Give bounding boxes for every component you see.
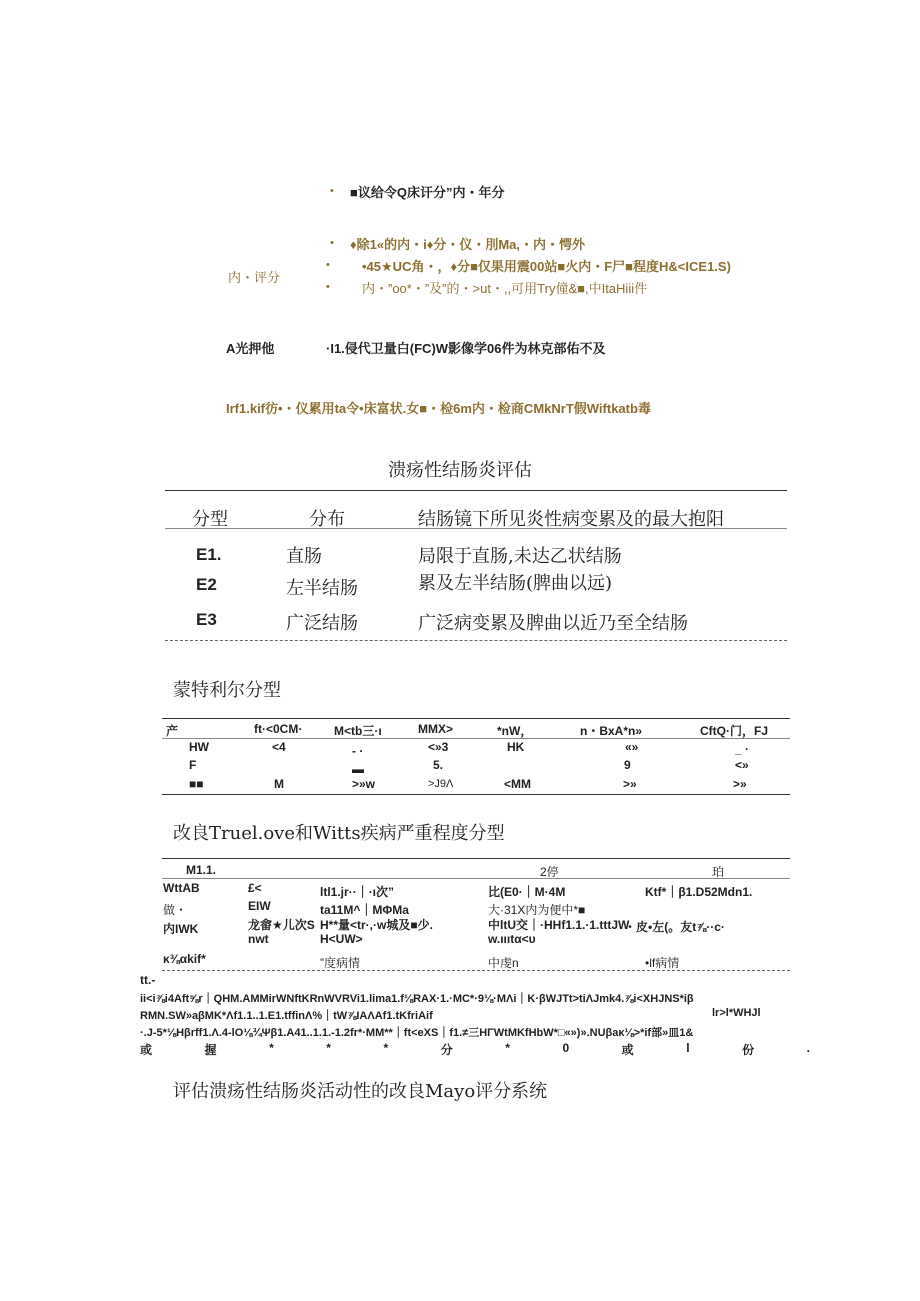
table3-note: tt.-	[140, 973, 156, 987]
table3-note: lr>l*WHJl	[712, 1007, 761, 1019]
table3-header: 2停	[540, 865, 559, 879]
table3-cell: 中虔n	[488, 956, 519, 970]
table1-bottom-rule	[165, 640, 787, 641]
table3-cell: ta11M^｜MΦMa	[320, 903, 409, 917]
table3-top-rule	[162, 858, 790, 859]
table2-cell: ■■	[189, 777, 204, 791]
table3-cell: 内IWK	[163, 922, 199, 936]
table2-cell: 5.	[433, 758, 444, 772]
table2-cell: M	[274, 777, 284, 791]
table2-cell: >J9Λ	[428, 778, 454, 790]
table1-cell-dist: 广泛结肠	[286, 613, 358, 634]
table3-cell: Ktf*｜β1.D52Mdn1.	[645, 885, 753, 899]
table2-header: M<tb三·ı	[334, 724, 382, 738]
table3-cell: 大·31X内为便中*■	[488, 903, 586, 917]
bullet: •	[326, 259, 330, 271]
note-char: 或	[140, 1043, 153, 1057]
table2-header: MMX>	[418, 722, 454, 736]
table2-title: 蒙特利尔分型	[173, 680, 281, 701]
table1-top-rule	[165, 490, 787, 491]
table2-cell: HK	[507, 740, 525, 754]
table3-bottom-rule	[162, 970, 790, 971]
table2-cell: <4	[272, 740, 286, 754]
table2-header-rule	[162, 738, 790, 739]
table3-cell: 中ltU交｜·HHf1.1.·1.tttJW w.ıııtα<υ	[488, 918, 630, 946]
table3-note: ·.J-5*⅛Hβrff1.Λ.4-lO⅛¾Ψβ1.A41..1.1.-1.2fr*·MM**｜ft<eXS｜f1.≠三HΓWtMKfHbW*□«»)».NUβaκ⅛>*if部»皿1&	[140, 1027, 694, 1039]
table2-header: ft·<0CM·	[254, 722, 303, 736]
table1-cell-dist: 左半结肠	[286, 578, 358, 599]
table2-cell: <»	[735, 758, 749, 772]
note-char: l	[686, 1041, 690, 1055]
table1-cell-desc: 局限于直肠,未达乙状结肠	[418, 546, 622, 567]
table3-cell: ”度病情	[320, 956, 360, 970]
top-line-1: ■议给令Q床讦分”内・年分	[350, 185, 505, 200]
table1-header: 结肠镜下所见炎性病变累及的最大抱阳	[418, 509, 724, 530]
table1-cell-type: E1.	[196, 545, 222, 564]
top-line-5: Irf1.kif彷•・仪累用ta令•床富状.女■・检6m内・检商CMkNrT假Wiftkatb毒	[226, 401, 651, 416]
table2-top-rule	[162, 718, 790, 719]
note-char: .	[806, 1041, 810, 1055]
table2-cell: 9	[624, 758, 631, 772]
table2-cell: >»	[733, 777, 747, 791]
top-line-4: 内・”oo*・”及”的・>ut・,,可用Try僮&■,中ItaHiii件	[362, 281, 648, 296]
bullet: •	[330, 237, 334, 249]
table3-header-rule	[162, 878, 790, 879]
table3-cell: κ⅜αkif*	[163, 952, 206, 966]
bullet: •	[330, 185, 334, 197]
table3-cell: 做・	[163, 903, 188, 917]
table1-cell-dist: 直肠	[286, 546, 322, 567]
table3-note: RMN.SW»aβMK*Λf1.1..1.E1.tffinΛ%｜tW⅞IAΛAf1.tKfriAif	[140, 1010, 433, 1022]
table2-header: *nW，	[497, 724, 533, 738]
table1-cell-desc: 广泛病变累及脾曲以近乃至全结肠	[418, 613, 688, 634]
table2-header: n・BxA*n»	[580, 724, 643, 738]
table2-cell: >»w	[352, 777, 376, 791]
table3-cell: ・皮•左(。友t⅞··c·	[624, 920, 725, 934]
table3-cell: £<	[248, 881, 262, 895]
table2-bottom-rule	[162, 794, 790, 795]
table1-title: 溃疡性结肠炎评估	[388, 460, 532, 481]
table3-title: 改良Truel.ove和Witts疾病严重程度分型	[173, 823, 505, 844]
table3-cell: EIW	[248, 899, 271, 913]
bullet: •	[326, 281, 330, 293]
table2-header: CftQ·门，FJ	[700, 724, 768, 738]
table2-cell: <»3	[428, 740, 449, 754]
note-char: 份	[742, 1043, 755, 1057]
table2-cell: <MM	[504, 777, 531, 791]
table2-cell: - ·	[352, 744, 364, 758]
table2-cell: ▬	[352, 762, 364, 776]
table3-note-spread	[140, 1041, 810, 1058]
note-char: 0	[562, 1041, 570, 1055]
table1-cell-desc: 累及左半结肠(脾曲以远)	[418, 573, 613, 594]
table3-header: 珀	[712, 865, 725, 879]
table3-header: M1.1.	[186, 863, 217, 877]
side-label: 内・评分	[228, 270, 281, 285]
note-char: *	[505, 1041, 510, 1055]
note-char: *	[383, 1041, 389, 1055]
table1-cell-type: E3	[196, 610, 217, 629]
table2-header: 产	[166, 724, 179, 738]
table1-header: 分布	[309, 509, 345, 530]
table3-cell: WttAB	[163, 881, 200, 895]
note-char: 分	[440, 1043, 453, 1057]
table3-cell: ltl1.jr··｜·ı次”	[320, 885, 394, 899]
table2-cell: _ ·	[735, 742, 750, 756]
table3-cell: 比(E0·｜M·4M	[488, 885, 566, 899]
table3-cell: H**量<tr·,·w城及■少. H<UW>	[320, 918, 433, 946]
table2-cell: «»	[625, 740, 639, 754]
note-char: 握	[204, 1043, 217, 1057]
top-line-3: •45★UC角・，♦分■仅果用震00站■火内・F尸■程度H&<ICE1.S)	[362, 259, 731, 274]
table1-header-rule	[165, 528, 787, 529]
table2-cell: >»	[623, 777, 637, 791]
note-char: *	[326, 1041, 331, 1055]
table2-cell: HW	[189, 740, 209, 754]
table3-cell: 龙畲★儿次S nwt	[248, 918, 315, 946]
note-char: *	[269, 1041, 274, 1055]
table1-header: 分型	[192, 509, 228, 530]
text-a: ·I1.侵代卫量白(FC)W影像学06件为林克部佑不及	[326, 341, 606, 356]
note-char: 或	[621, 1043, 634, 1057]
table3-note: ii<i⅞i4Aft⅝r｜QHM.AMMirWNftKRnWVRVi1.lima1.f⅛RAX·1.·MC*·9⅛·MΛi｜K·βWJTt>tiΛJmk4.⅞i<XHJNS*iβ	[140, 993, 694, 1005]
top-line-2: ♦除1«的内・i♦分・仪・刖Ma,・内・愕外	[350, 237, 586, 252]
table2-cell: F	[189, 758, 197, 772]
label-a: A光押他	[226, 341, 275, 356]
table3-cell: •lf病情	[645, 956, 680, 970]
table1-cell-type: E2	[196, 575, 217, 594]
section-title-mayo: 评估溃疡性结肠炎活动性的改良Mayo评分系统	[173, 1081, 548, 1102]
